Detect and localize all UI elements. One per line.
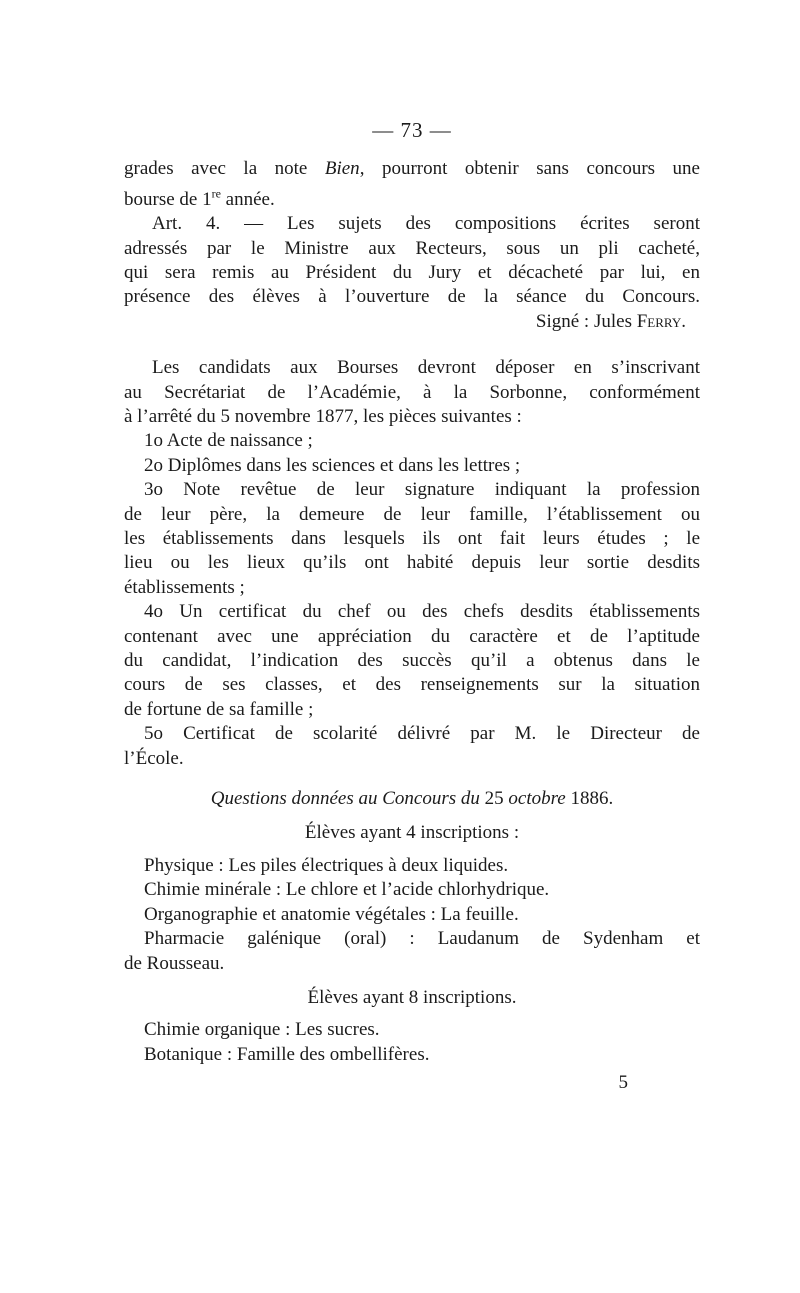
list-item: 1o Acte de naissance ;	[144, 430, 313, 452]
text-line: Les candidats aux Bourses devront déposer en s’inscrivant	[152, 357, 700, 379]
text-line: de leur père, la demeure de leur famille, l’établissement ou	[124, 503, 700, 525]
text-line: qui sera remis au Président du Jury et décacheté par lui, en	[124, 261, 700, 283]
text-line: Chimie organique : Les sucres.	[144, 1019, 380, 1041]
questions-heading: Questions données au Concours du 25 octobre 1886.	[210, 788, 614, 810]
text-line: présence des élèves à l’ouverture de la séance du Concours.	[124, 286, 700, 308]
text-line: l’École.	[124, 747, 184, 769]
group-8-inscriptions-list	[124, 1018, 700, 1067]
text-line: contenant avec une appréciation du caractère et de l’aptitude	[124, 625, 700, 647]
spacer	[124, 334, 700, 356]
text-line: Physique : Les piles électriques à deux liquides.	[144, 854, 509, 876]
text-line: adressés par le Ministre aux Recteurs, sous un pli cacheté,	[124, 237, 700, 259]
text-line: les établissements dans lesquels ils ont fait leurs études ; le	[124, 528, 700, 550]
text-line: Botanique : Famille des ombellifères.	[144, 1043, 430, 1065]
text-line: de fortune de sa famille ;	[124, 698, 314, 720]
text-line: lieu ou les lieux qu’ils ont habité depuis leur sortie desdits	[124, 552, 700, 574]
text-line: bourse de 1re année.	[124, 186, 275, 210]
text-line: 5o Certificat de scolarité délivré par M. le Directeur de	[144, 723, 700, 745]
group-4-inscriptions-title: Élèves ayant 4 inscriptions :	[304, 822, 520, 844]
documents-list	[124, 429, 700, 771]
text-line: à l’arrêté du 5 novembre 1877, les pièces suivantes :	[124, 405, 522, 427]
text-line: du candidat, l’indication des succès qu’il a obtenus dans le	[124, 650, 700, 672]
list-item	[124, 478, 700, 600]
text-line: 4o Un certificat du chef ou des chefs desdits établissements	[144, 601, 700, 623]
text-line: 3o Note revêtue de leur signature indiquant la profession	[144, 479, 700, 501]
paragraph-article-4	[124, 212, 700, 334]
paragraph-candidates	[124, 356, 700, 429]
document-page	[124, 118, 700, 1067]
text-line: Organographie et anatomie végétales : La feuille.	[144, 903, 519, 925]
text-line: grades avec la note Bien, pourront obtenir sans concours une	[124, 158, 700, 179]
signature-mark: 5	[618, 1072, 628, 1093]
text-line: Art. 4. — Les sujets des compositions écrites seront	[152, 213, 700, 235]
list-item	[124, 722, 700, 771]
text-line: au Secrétariat de l’Académie, à la Sorbonne, conformément	[124, 381, 700, 403]
signature-line: Signé : Jules Ferry.	[535, 310, 686, 332]
paragraph-intro	[124, 157, 700, 212]
signature-name: Ferry.	[636, 310, 686, 332]
text-line: Pharmacie galénique (oral) : Laudanum de Sydenham et	[144, 928, 700, 950]
page-number: — 73 —	[372, 118, 452, 142]
list-item	[124, 600, 700, 722]
text-line: cours de ses classes, et des renseignements sur la situation	[124, 674, 700, 696]
text-line: de Rousseau.	[124, 952, 225, 974]
text-line: Chimie minérale : Le chlore et l’acide chlorhydrique.	[144, 879, 550, 901]
text-line: établissements ;	[124, 576, 245, 598]
group-8-inscriptions-title: Élèves ayant 8 inscriptions.	[307, 986, 517, 1008]
list-item: 2o Diplômes dans les sciences et dans les lettres ;	[144, 454, 521, 476]
emphasis: Bien	[324, 158, 360, 179]
group-4-inscriptions-list	[124, 854, 700, 976]
